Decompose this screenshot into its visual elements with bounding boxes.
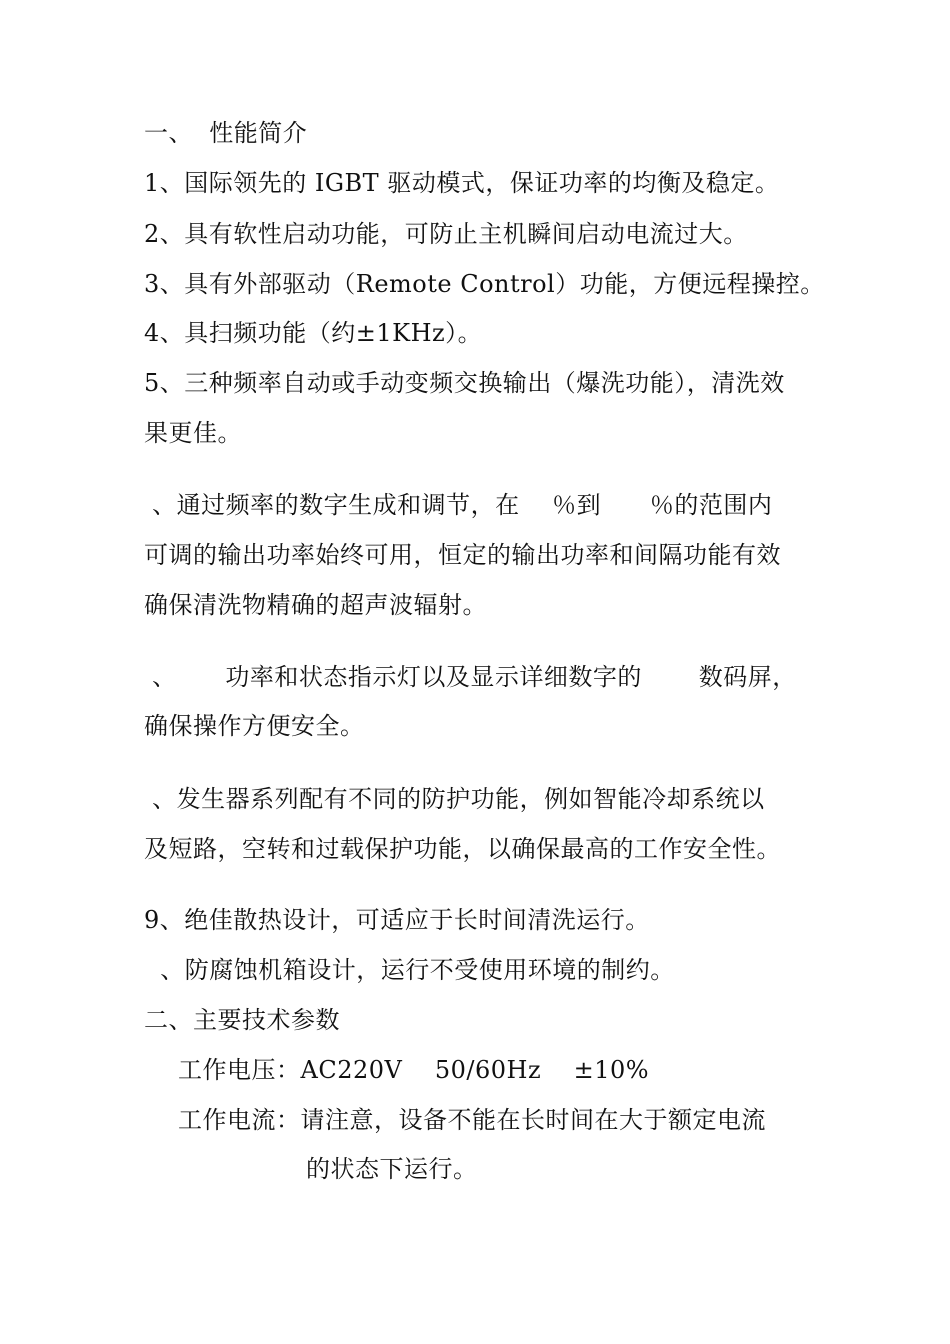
feature-line-7a: 、 功率和状态指示灯以及显示详细数字的 数码屏，: [144, 663, 797, 691]
feature-line-8b: 及短路，空转和过载保护功能，以确保最高的工作安全性。: [144, 835, 781, 863]
feature-line-2: 2、具有软性启动功能，可防止主机瞬间启动电流过大。: [144, 220, 748, 248]
feature-line-10: 、防腐蚀机箱设计，运行不受使用环境的制约。: [144, 956, 675, 984]
feature-line-3: 3、具有外部驱动（Remote Control）功能，方便远程操控。: [144, 270, 825, 298]
section-heading-params: 二、主要技术参数: [144, 1006, 340, 1034]
param-voltage: 工作电压：AC220V 50/60Hz ±10%: [178, 1056, 650, 1084]
feature-line-5b: 果更佳。: [144, 419, 242, 447]
feature-line-4: 4、具扫频功能（约±1KHz）。: [144, 319, 483, 347]
feature-line-6c: 确保清洗物精确的超声波辐射。: [144, 591, 487, 619]
feature-line-7b: 确保操作方便安全。: [144, 712, 365, 740]
feature-line-6b: 可调的输出功率始终可用，恒定的输出功率和间隔功能有效: [144, 541, 781, 569]
feature-line-1: 1、国际领先的 IGBT 驱动模式，保证功率的均衡及稳定。: [144, 169, 780, 197]
feature-line-9: 9、绝佳散热设计，可适应于长时间清洗运行。: [144, 906, 650, 934]
section-heading-performance: 一、 性能简介: [144, 119, 308, 147]
param-current-cont: 的状态下运行。: [306, 1155, 478, 1183]
feature-line-8a: 、发生器系列配有不同的防护功能，例如智能冷却系统以: [144, 785, 765, 813]
feature-line-6a: 、通过频率的数字生成和调节，在 ％到 ％的范围内: [144, 491, 773, 519]
feature-line-5a: 5、三种频率自动或手动变频交换输出（爆洗功能），清洗效: [144, 369, 785, 397]
param-current: 工作电流：请注意，设备不能在长时间在大于额定电流: [178, 1106, 766, 1134]
